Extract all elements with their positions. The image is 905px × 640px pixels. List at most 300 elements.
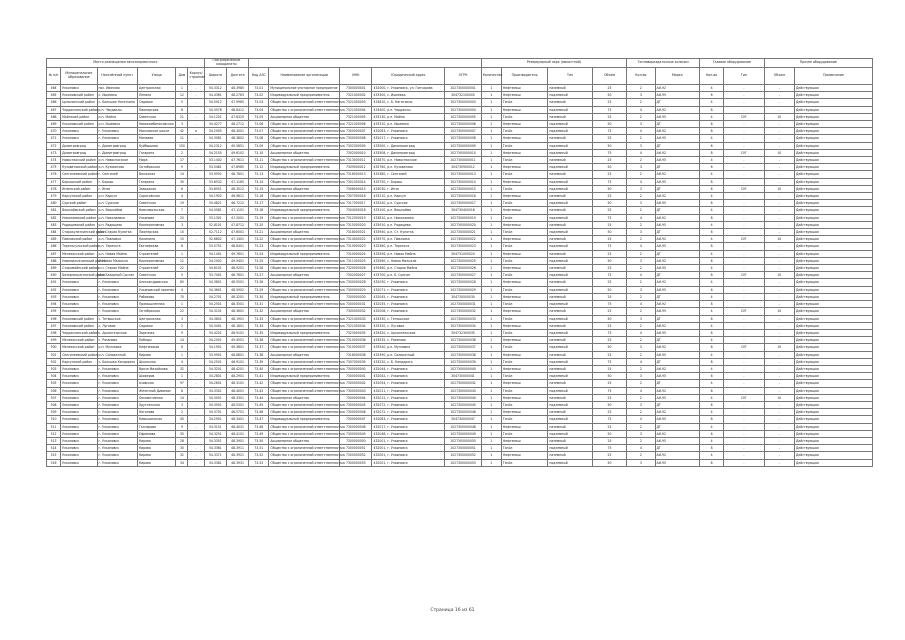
table-cell-vol: 75 [592,128,626,135]
table-cell-mo: Павловский район [61,236,97,243]
table-cell-t2: - [724,164,764,171]
table-cell-t2: СУГ [724,185,764,192]
table-cell-n: 505 [47,380,61,387]
table-cell-type: наземный [548,423,592,430]
header-group-row [47,59,873,68]
table-cell-q: 1 [481,178,501,185]
table-cell-org: Акционерное общество [269,185,340,192]
table-cell-np: г. Ульяновск [97,409,137,416]
table-cell-lat: 54.2155 [204,149,226,156]
table-cell-mfr: ТопАз [501,387,547,394]
table-cell-lat: 54.4201 [204,329,226,336]
table-cell-corp: - [188,243,204,250]
table-cell-code: 73-43 [249,387,269,394]
table-cell-lon: 47.1185 [226,178,248,185]
table-cell-mfr: Нефтемаш [501,394,547,401]
table-cell-inn: 7307000016 [340,193,372,200]
table-cell-org: Индивидуальный предприниматель [269,373,340,380]
table-cell-inn: 7321000033 [340,315,372,322]
table-row [47,416,873,423]
table-cell-mfr: Нефтемаш [501,409,547,416]
table-cell-house: 35 [176,430,188,437]
table-cell-n: 506 [47,387,61,394]
table-cell-cnt: 3 [627,430,655,437]
table-cell-org: Общество с ограниченной ответственностью [270,431,345,436]
table-cell-ogrn: 1027300000045 [445,401,481,408]
table-cell-n: 510 [47,416,61,423]
table-cell-vol: 50 [592,430,626,437]
table-cell-n: 503 [47,365,61,372]
table-cell-vol: 25 [592,99,626,106]
table-cell-t2: - [724,315,764,322]
table-cell-cnt: 4 [627,214,655,221]
table-row [47,128,873,135]
table-cell-n: 483 [47,221,61,228]
table-cell-t2: - [724,214,764,221]
table-cell-mo: Ульяновск [61,380,97,387]
table-cell-np: г. Ульяновск [97,387,137,394]
table-cell-np: г. Инза [97,185,137,192]
table-cell-type: подземный [548,286,592,293]
table-cell-inn: 7300000050 [340,437,372,444]
table-cell-code: 73-31 [249,301,269,308]
table-cell-n: 485 [47,236,61,243]
table-cell-lon: 46.9101 [226,358,248,365]
table-cell-house: 5 [176,99,188,106]
table-cell-c2: 6 [699,459,723,466]
table-cell-lat: 54.1902 [204,193,226,200]
table-cell-inn: 7320000026 [340,265,372,272]
table-cell-mo: Карсунский район [61,358,97,365]
table-cell-q: 1 [481,243,501,250]
table-cell-addr: 432063, г. Ульяновск [372,416,445,423]
table-cell-code: 73-26 [249,265,269,272]
table-cell-type: наземный [548,308,592,315]
table-cell-ogrn: 1027300000021 [445,229,481,236]
table-cell-code: 73-38 [249,351,269,358]
table-cell-cnt: 4 [627,128,655,135]
table-cell-note: Действующая [794,128,872,135]
table-cell-org: Общество с ограниченной ответственностью [270,215,345,220]
table-cell-c2: 4 [699,322,723,329]
table-cell-vol: 50 [592,92,626,99]
table-cell-c2: 4 [699,207,723,214]
table-cell-note: Действующая [794,279,872,286]
table-cell-code: 73-04 [249,106,269,113]
table-cell-c2: 4 [699,380,723,387]
table-cell-house: 11 [176,135,188,142]
table-cell-brand: АИ-92 [655,344,699,351]
table-cell-lat: 54.2002 [204,257,226,264]
table-cell-lon: 48.2763 [226,92,248,99]
table-cell-cnt: 2 [627,409,655,416]
table-cell-org: Общество с ограниченной ответственностью [270,222,345,227]
table-cell-mfr: Нефтемаш [501,207,547,214]
table-cell-cnt: 2 [627,308,655,315]
table-cell-note: Действующая [794,459,872,466]
table-cell-brand: АИ-95 [655,437,699,444]
table-cell-ogrn: 1027300000011 [445,157,481,164]
table-cell-code: 73-05 [249,113,269,120]
table-cell-note: Действующая [794,193,872,200]
table-cell-code: 73-33 [249,315,269,322]
table-cell-t2: - [724,142,764,149]
table-cell-lat: 54.2501 [204,301,226,308]
table-cell-addr: 433810, р.п. Николаевка [372,214,445,221]
table-cell-inn: 7319000023 [340,243,372,250]
table-cell-c2: 8 [699,416,723,423]
table-cell-corp: - [188,185,204,192]
table-cell-q: 1 [481,445,501,452]
table-cell-code: 73-22 [249,236,269,243]
table-cell-note: Действующая [794,315,872,322]
table-cell-mo: Ульяновск [61,430,97,437]
table-cell-brand: ДТ [655,229,699,236]
table-cell-lon: 48.3401 [226,416,248,423]
table-cell-lat: 54.3001 [204,394,226,401]
table-cell-mfr: Нефтемаш [501,85,547,92]
table-cell-brand: АИ-92 [655,85,699,92]
table-cell-addr: 433910, р.п. Радищево [372,221,445,228]
table-cell-t2: СУГ [724,149,764,156]
table-cell-note: Действующая [794,178,872,185]
table-cell-type: наземный [548,365,592,372]
table-cell-house: 17 [176,157,188,164]
table-cell-corp: - [188,401,204,408]
table-cell-house: 6 [176,344,188,351]
table-cell-ogrn: 1027300000029 [445,286,481,293]
table-cell-mfr: ТопАз [501,128,547,135]
table-cell-np: г. Ульяновск [97,452,137,459]
table-cell-t2: - [724,99,764,106]
table-cell-inn: 7310000036 [340,337,372,344]
table-cell-house: 2 [176,149,188,156]
table-cell-note: Действующая [794,113,872,120]
table-cell-c2: 4 [699,365,723,372]
table-cell-street: Пионерская [137,106,175,113]
table-cell-vol: 25 [592,221,626,228]
table-cell-house: 1 [176,373,188,380]
table-cell-corp: - [188,437,204,444]
table-cell-corp: - [188,229,204,236]
table-cell-note: Действующая [794,351,872,358]
table-cell-brand: АИ-95 [655,286,699,293]
table-cell-mo: Ульяновск [61,128,97,135]
table-cell-q: 1 [481,344,501,351]
table-cell-addr: 432042, г. Ульяновск [372,373,445,380]
table-cell-t2: - [724,351,764,358]
table-cell-type: подземный [548,229,592,236]
table-cell-type: подземный [548,459,592,466]
table-cell-ogrn: 1027300000046 [445,409,481,416]
table-cell-mfr: Нефтемаш [501,308,547,315]
table-cell-mo: Ульяновск [61,85,97,92]
table-cell-inn: 7300000047 [340,416,372,423]
table-cell-v2: - [764,373,794,380]
table-cell-street: Минаева [137,135,175,142]
table-cell-ogrn: 1027300000003 [445,99,481,106]
table-cell-code: 73-51 [249,445,269,452]
table-cell-q: 1 [481,394,501,401]
table-cell-house: 2 [176,322,188,329]
column-header: ИНН [340,68,372,85]
table-cell-note: Действующая [794,85,872,92]
table-cell-ogrn: 1027300000032 [445,308,481,315]
table-cell-code: 73-24 [249,250,269,257]
table-cell-mo: Новоспасский район [62,158,96,163]
table-cell-ogrn: 1027300000023 [445,243,481,250]
table-cell-inn: 7300000007 [340,128,372,135]
table-cell-np: г. Ульяновск [97,423,137,430]
table-cell-note: Действующая [794,337,872,344]
table-cell-c2: 6 [699,401,723,408]
table-cell-mo: Ульяновск [61,308,97,315]
table-cell-inn: 7302000027 [340,272,372,279]
table-cell-mo: Ульяновск [61,394,97,401]
table-cell-org: Индивидуальный предприниматель [269,416,340,423]
table-cell-n: 513 [47,437,61,444]
table-cell-type: подземный [548,416,592,423]
table-cell-cnt: 4 [627,149,655,156]
table-cell-ogrn: 1027300000042 [445,380,481,387]
table-cell-cnt: 2 [627,236,655,243]
table-cell-c2: 6 [699,373,723,380]
table-cell-note: Действующая [794,142,872,149]
table-cell-type: подземный [548,164,592,171]
table-cell-lat: 54.0581 [204,207,226,214]
table-cell-mfr: ТопАз [501,315,547,322]
table-cell-n: 495 [47,308,61,315]
table-cell-v2: - [764,250,794,257]
table-cell-type: подземный [548,315,592,322]
table-cell-inn: 7300000053 [340,459,372,466]
table-cell-org: Акционерное общество [269,394,340,401]
table-cell-c2: 6 [699,92,723,99]
table-cell-brand: АИ-92 [655,128,699,135]
table-cell-c2: 4 [699,308,723,315]
table-cell-lat: 54.3201 [204,365,226,372]
table-cell-ogrn: 1027300000039 [445,358,481,365]
table-cell-np: г. Ульяновск [97,301,137,308]
table-cell-type: наземный [548,99,592,106]
table-cell-cnt: 3 [627,286,655,293]
table-cell-mo: Майнский район [61,113,97,120]
table-cell-n: 516 [47,459,61,466]
table-cell-c2: 4 [699,351,723,358]
table-cell-q: 1 [481,322,501,329]
register-table-body [47,85,873,467]
table-cell-q: 1 [481,351,501,358]
table-cell-code: 73-02 [249,92,269,99]
table-cell-org: Общество с ограниченной ответственностью [270,287,345,292]
table-cell-type: наземный [548,135,592,142]
table-cell-lat: 54.2901 [204,416,226,423]
table-cell-code: 73-46 [249,409,269,416]
table-cell-mfr: Нефтемаш [501,423,547,430]
table-cell-v2: - [764,329,794,336]
table-cell-lon: 46.7212 [226,200,248,207]
table-cell-inn: 7313000011 [340,157,372,164]
table-cell-n: 502 [47,358,61,365]
table-cell-org: Акционерное общество [269,308,340,315]
table-cell-type: подземный [548,445,592,452]
table-cell-code: 73-12 [249,164,269,171]
table-cell-brand: ДТ [655,380,699,387]
table-cell-addr: 432045, г. Ульяновск [372,293,445,300]
table-cell-t2: - [724,358,764,365]
table-cell-n: 488 [47,257,61,264]
table-cell-v2: - [764,380,794,387]
table-cell-brand: ДТ [655,423,699,430]
table-cell-mo: Ульяновск [61,423,97,430]
table-cell-np: г. Ульяновск [97,445,137,452]
table-cell-vol: 75 [592,214,626,221]
table-cell-brand: АИ-95 [655,351,699,358]
table-row [47,178,873,185]
table-cell-np: р.п. Новая Майна [97,250,137,257]
table-cell-c2: 4 [699,409,723,416]
table-cell-addr: 433500, г. Димитровград [372,142,445,149]
table-cell-lon: 47.6001 [226,229,248,236]
table-cell-inn: 7301000014 [340,178,372,185]
table-cell-addr: 432048, г. Ульяновск [372,430,445,437]
table-cell-cnt: 2 [627,250,655,257]
table-cell-street: Нефтяников [137,344,175,351]
table-cell-brand: АИ-92 [655,236,699,243]
table-cell-q: 1 [481,301,501,308]
table-cell-addr: 432017, г. Ульяновск [372,135,445,142]
table-cell-corp: - [188,452,204,459]
table-cell-brand: АИ-92 [655,409,699,416]
table-cell-mo: Тереньгульский район [62,244,100,249]
table-cell-addr: 433240, р.п. Сурское [372,200,445,207]
table-cell-lon: 48.3101 [226,380,248,387]
table-cell-addr: 432001, г. Ульяновск [372,437,445,444]
table-cell-note: Действующая [794,200,872,207]
table-cell-cnt: 3 [627,373,655,380]
table-cell-lon: 47.6325 [226,113,248,120]
table-cell-street: Советская [137,113,175,120]
table-cell-code: 73-09 [249,142,269,149]
table-cell-q: 1 [481,193,501,200]
table-cell-vol: 25 [592,265,626,272]
table-cell-vol: 75 [592,106,626,113]
table-cell-lat: 54.3151 [204,423,226,430]
table-cell-corp: - [188,99,204,106]
table-cell-c2: 4 [699,236,723,243]
table-cell-t2: - [724,106,764,113]
table-cell-ogrn: 1027300000038 [445,351,481,358]
table-cell-n: 512 [47,430,61,437]
table-cell-type: наземный [548,85,592,92]
table-cell-inn: 7321000006 [340,121,372,128]
table-cell-np: р.п. Сурское [97,200,137,207]
table-cell-v2: - [764,99,794,106]
table-cell-ogrn: 1027300000013 [445,171,481,178]
table-cell-code: 73-07 [249,128,269,135]
table-cell-lon: 48.4201 [226,365,248,372]
table-cell-lat: 54.6101 [204,265,226,272]
table-cell-corp: - [188,207,204,214]
table-cell-corp: - [188,142,204,149]
table-cell-type: наземный [548,113,592,120]
table-cell-vol: 50 [592,459,626,466]
table-cell-cnt: 2 [627,99,655,106]
table-cell-lon: 48.3911 [226,445,248,452]
table-cell-street: Рябикова [137,293,175,300]
table-cell-house: 45 [176,416,188,423]
table-cell-ogrn: 1027300000010 [445,149,481,156]
table-cell-street: Кирова [137,351,175,358]
table-cell-lon: 49.3801 [226,344,248,351]
table-cell-q: 1 [481,459,501,466]
table-cell-ogrn: 1027300000022 [445,236,481,243]
table-cell-ogrn: 1027300000036 [445,337,481,344]
table-cell-cnt: 4 [627,358,655,365]
table-cell-c2: 8 [699,214,723,221]
table-cell-house: 30 [176,178,188,185]
table-cell-v2: 10 [764,272,794,279]
table-row [47,207,873,214]
table-cell-lon: 49.5851 [226,142,248,149]
table-cell-addr: 433100, р.п. Вешкайма [372,207,445,214]
table-cell-n: 494 [47,301,61,308]
table-cell-street: Гагарина [137,178,175,185]
table-cell-c2: 4 [699,337,723,344]
table-cell-vol: 75 [592,178,626,185]
table-cell-ogrn: 1027300000016 [445,193,481,200]
table-cell-corp: - [188,459,204,466]
table-cell-np: г. Ульяновск [97,401,137,408]
table-cell-house: 5 [176,272,188,279]
column-header: Производитель [501,68,547,85]
table-cell-brand: АИ-92 [655,322,699,329]
table-cell-org: Общество с ограниченной ответственностью [270,237,345,242]
table-cell-type: подземный [548,142,592,149]
table-cell-house: 3 [176,221,188,228]
table-cell-n: 515 [47,452,61,459]
table-cell-ogrn: 1027300000027 [445,272,481,279]
table-cell-v2: - [764,293,794,300]
table-cell-np: р.п. Кузоватово [97,164,137,171]
table-cell-house: 9 [176,164,188,171]
table-cell-code: 73-50 [249,437,269,444]
table-cell-lon: 48.1901 [226,315,248,322]
table-cell-brand: ДТ [655,358,699,365]
table-cell-lat: 54.2801 [204,373,226,380]
table-row [47,185,873,192]
table-cell-note: Действующая [794,358,872,365]
table-cell-c2: 4 [699,293,723,300]
table-cell-vol: 25 [592,437,626,444]
table-row [47,157,873,164]
table-cell-note: Действующая [794,293,872,300]
table-cell-mo: Новомалыклинский район [62,258,105,263]
table-cell-note: Действующая [794,257,872,264]
table-cell-note: Действующая [794,214,872,221]
table-cell-code: 73-08 [249,135,269,142]
table-cell-street: Шоферов [137,373,175,380]
table-cell-house: 1 [176,351,188,358]
table-cell-house: 19 [176,200,188,207]
column-header: Улица [137,68,175,85]
table-cell-type: наземный [548,279,592,286]
table-cell-ogrn: 1027300000025 [445,257,481,264]
table-cell-street: Заречная [137,329,175,336]
table-row [47,401,873,408]
table-cell-org: Индивидуальный предприниматель [269,207,340,214]
table-cell-mfr: ТопАз [501,401,547,408]
